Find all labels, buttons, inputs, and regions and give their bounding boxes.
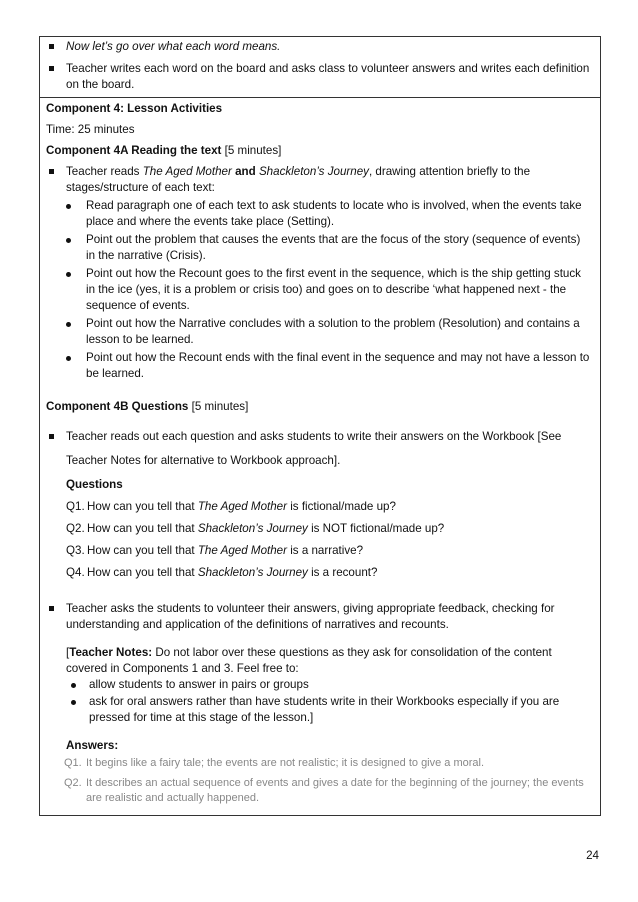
- answer-row: Q1. It begins like a fairy tale; the events are not realistic; it is designed to give a moral.: [64, 757, 485, 769]
- time-text: Time: 25 minutes: [46, 123, 135, 136]
- list-item: Teacher writes each word on the board and asks class to volunteer answers and writes each definition on the board.: [46, 61, 592, 93]
- component4a-heading: Component 4A Reading the text [5 minutes]: [46, 144, 282, 157]
- intro-box: [40, 37, 600, 98]
- reads-item: Teacher reads The Aged Mother and Shackleton’s Journey, drawing attention briefly to the stages/structure of each text:: [46, 164, 592, 196]
- page-number: 24: [586, 849, 599, 862]
- list-item: Teacher asks the students to volunteer their answers, giving appropriate feedback, checking for understanding and application of the definitions of narratives and recounts.: [46, 601, 592, 633]
- question-row: Q4. How can you tell that Shackleton’s Journey is a recount?: [66, 566, 378, 579]
- list-item: Point out how the Narrative concludes with a solution to the problem (Resolution) and contains a lesson to be learned.: [46, 316, 592, 348]
- list-item: allow students to answer in pairs or groups: [66, 677, 592, 693]
- teacher-notes: [Teacher Notes: Do not labor over these questions as they ask for consolidation of the content covered in Components 1 and 3. Feel free to:: [66, 646, 552, 675]
- question-row: Q1. How can you tell that The Aged Mother is fictional/made up?: [66, 500, 396, 513]
- list-item: Point out how the Recount goes to the first event in the sequence, which is the ship getting stuck in the ice (yes, it is a problem or crisis too) and goes on to describe ‘what happened next - the sequence of events.: [46, 266, 592, 314]
- list-item: Point out the problem that causes the events that are the focus of the story (sequence of events) in the narrative (Crisis).: [46, 232, 592, 264]
- component4-box: [40, 98, 600, 815]
- component4b-heading: Component 4B Questions [5 minutes]: [46, 400, 249, 413]
- lesson-frame: [39, 36, 601, 816]
- list-item: ask for oral answers rather than have students write in their Workbooks especially if you are pressed for time at this stage of the lesson.]: [66, 694, 592, 726]
- questions-heading: Questions: [66, 478, 123, 491]
- question-row: Q2. How can you tell that Shackleton’s Journey is NOT fictional/made up?: [66, 522, 445, 535]
- answers-heading: Answers:: [66, 739, 119, 752]
- list-item: Read paragraph one of each text to ask students to locate who is involved, when the events take place and where the events take place (Setting).: [46, 198, 592, 230]
- question-row: Q3. How can you tell that The Aged Mother is a narrative?: [66, 544, 364, 557]
- list-item: Point out how the Recount ends with the final event in the sequence and may not have a lesson to be learned.: [46, 350, 592, 382]
- list-item: Now let’s go over what each word means.: [46, 39, 592, 55]
- list-item: Teacher reads out each question and asks students to write their answers on the Workbook [See Teacher Notes for alternative to Workbook approach].: [46, 429, 592, 469]
- answer-row: Q2. It describes an actual sequence of events and gives a date for the beginning of the journey; the events are realistic and actually happened.: [64, 776, 584, 804]
- component4-heading: Component 4: Lesson Activities: [46, 102, 223, 115]
